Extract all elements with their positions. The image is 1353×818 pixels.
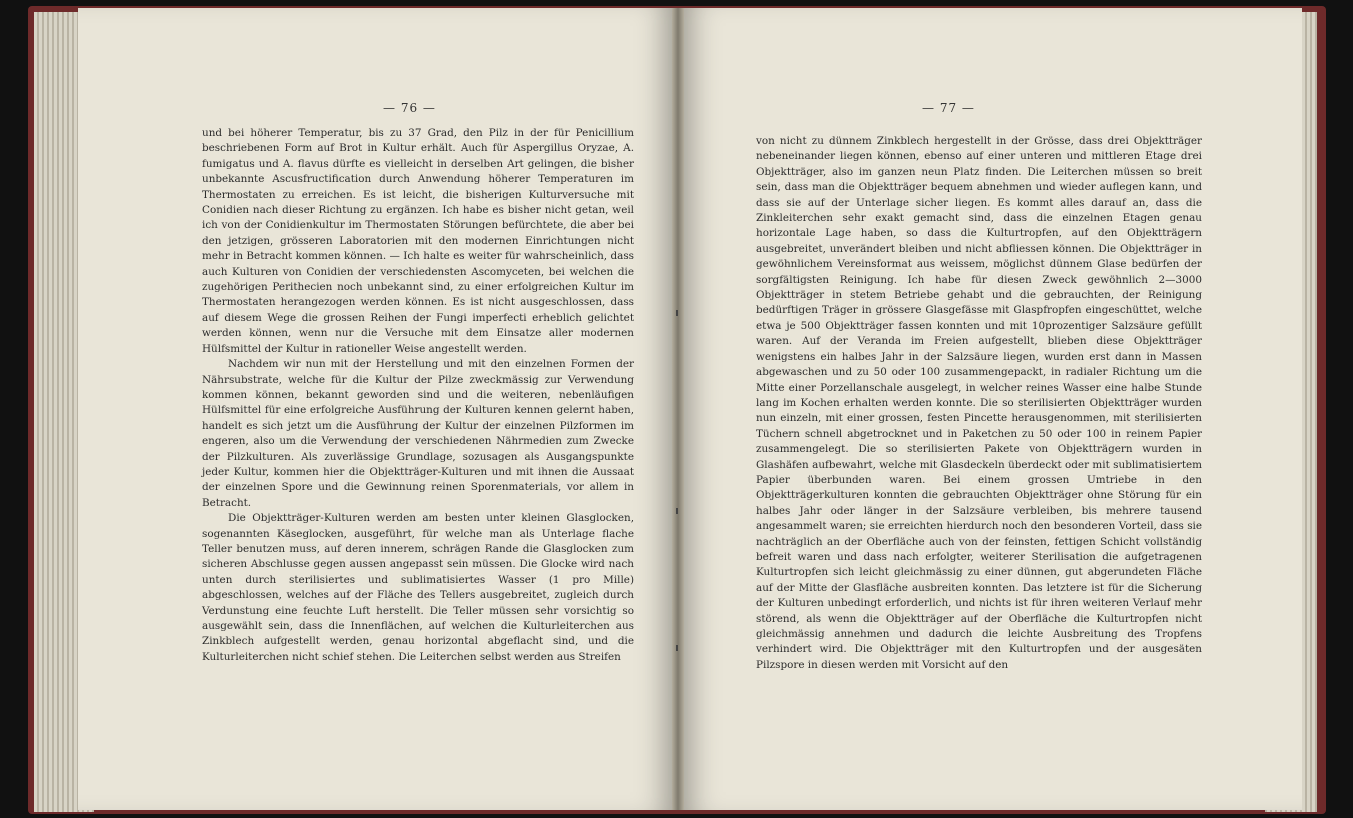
page-number: — 77 — (922, 101, 975, 115)
page-body (756, 134, 1202, 673)
left-page (78, 8, 678, 810)
page-body (202, 126, 634, 665)
paragraph: Die Objektträger-Kulturen werden am besten unter kleinen Glasglocken, sogenannten Käseglocken, ausgeführt, für welche man als Unterlage flache Teller benutzen muss, auf deren innerem, schrägen Rande die Glasglocken zum sicheren Abschlusse gegen aussen angepasst sein müssen. Die Glocke wird nach unten durch sterilisiertes und sublimatisiertes Wasser (1 pro Mille) abgeschlossen, welches auf der Fläche des Tellers ausgebreitet, zugleich durch Verdunstung eine feuchte Luft herstellt. Die Teller müssen sehr vorsichtig so ausgewählt sein, dass die Innenflächen, auf welchen die Kulturleiterchen aus Zinkblech aufgestellt werden, genau horizontal abgeflacht sind, und die Kulturleiterchen nicht schief stehen. Die Leiterchen selbst werden aus Streifen (202, 512, 634, 663)
gutter-mark (676, 508, 678, 514)
page-number: — 76 — (383, 101, 436, 115)
gutter-mark (676, 645, 678, 651)
paragraph: Nachdem wir nun mit der Herstellung und mit den einzelnen Formen der Nährsubstrate, welche für die Kultur der Pilze zweckmässig zur Verwendung kommen können, bekannt geworden sind und die weiteren, nebenläufigen Hülfsmittel für eine erfolgreiche Ausführung der Kulturen kennen gelernt haben, handelt es sich jetzt um die Ausführung der Kultur der einzelnen Pilzformen im engeren, also um die Verwendung der verschiedenen Nährmedien zum Zwecke der Pilzkulturen. Als zuverlässige Grundlage, sozusagen als Ausgangspunkte jeder Kultur, kommen hier die Objektträger-Kulturen und mit ihnen die Aussaat der einzelnen Spore und die Gewinnung reinen Sporenmaterials, vor allem in Betracht. (202, 358, 634, 509)
gutter-mark (676, 310, 678, 316)
book-gutter (672, 8, 684, 810)
paragraph: von nicht zu dünnem Zinkblech hergestellt in der Grösse, dass drei Objektträger nebeneinander liegen können, ebenso auf einer unteren und mittleren Etage drei Objektträger, also im ganzen neun Platz finden. Die Leiterchen müssen so breit sein, dass man die Objektträger bequem abnehmen und wieder auflegen kann, und dass sie auf der Unterlage sicher liegen. Es kommt alles darauf an, dass die Zinkleiterchen sehr exakt gemacht sind, dass die einzelnen Etagen genau horizontale Lage haben, so dass die Kulturtropfen, auf den Objektträgern ausgebreitet, unverändert bleiben und nicht abfliessen können. Die Objektträger in gewöhnlichem Vereinsformat aus weissem, möglichst dünnem Glase bedürfen der sorgfältigsten Reinigung. Ich habe für diesen Zweck gewöhnlich 2—3000 Objektträger in stetem Betriebe gehabt und die gebrauchten, der Reinigung bedürftigen Träger in grössere Glasgefässe mit Glaspfropfen eingeschüttet, welche etwa je 500 Objektträger fassen konnten und mit 10prozentiger Salzsäure gefüllt waren. Auf der Veranda im Freien aufgestellt, blieben diese Objektträger wenigstens ein halbes Jahr in der Salzsäure liegen, wurden erst dann in Massen abgewaschen und zu 50 oder 100 zusammengepackt, in radialer Richtung um die Mitte einer Porzellanschale ausgelegt, in welcher reines Wasser eine halbe Stunde lang im Kochen erhalten werden konnte. Die so sterilisierten Objektträger wurden nun einzeln, mit einer grossen, festen Pincette herausgenommen, mit sterilisierten Tüchern schnell abgetrocknet und in Paketchen zu 50 oder 100 in reinem Papier zusammengelegt. Die so sterilisierten Pakete von Objektträgern wurden in Glashäfen aufbewahrt, welche mit Glasdeckeln überdeckt oder mit sublimatisiertem Papier überbunden waren. Bei einem grossen Umtriebe in den Objektträgerkulturen konnten die gebrauchten Objektträger ohne Störung für ein halbes Jahr oder länger in der Salzsäure verbleiben, bis mehrere tausend angesammelt waren; sie erreichten hierdurch noch den besonderen Vorteil, dass sie nachträglich an der Oberfläche auch von der feinsten, fettigen Schicht vollständig befreit waren und dass nach erfolgter, weiterer Sterilisation die aufgetragenen Kulturtropfen sich leicht gleichmässig zu einer dünnen, gut abgerundeten Fläche auf der Mitte der Glasfläche ausbreiten konnten. Das letztere ist für die Sicherung der Kulturen unbedingt erforderlich, und nichts ist für ihren weiteren Verlauf mehr störend, als wenn die Objektträger auf der Oberfläche die Kulturtropfen nicht gleichmässig annehmen und dadurch die leichte Ausbreitung des Tropfens verhindert wird. Die Objektträger mit den Kulturtropfen und der ausgesäten Pilzspore in diesen werden mit Vorsicht auf den (756, 135, 1202, 671)
right-page (678, 8, 1302, 810)
paragraph: und bei höherer Temperatur, bis zu 37 Grad, den Pilz in der für Penicillium beschriebenen Form auf Brot in Kultur erhält. Auch für Aspergillus Oryzae, A. fumigatus und A. flavus dürfte es vielleicht in derselben Art gelingen, die bisher unbekannte Ascusfructification durch Anwendung höherer Temperaturen im Thermostaten zu erreichen. Es ist leicht, die bisherigen Kulturversuche mit Conidien nach dieser Richtung zu ergänzen. Ich habe es bisher nicht getan, weil ich von der Conidienkultur im Thermostaten Störungen befürchtete, die aber bei den jetzigen, grösseren Laboratorien mit den modernen Einrichtungen nicht mehr in Betracht kommen können. — Ich halte es weiter für wahrscheinlich, dass auch Kulturen von Conidien der verschiedensten Ascomyceten, bei welchen die zugehörigen Perithecien noch unbekannt sind, zu einer erfolgreichen Kultur im Thermostaten herangezogen werden können. Es ist nicht ausgeschlossen, dass auf diesem Wege die grossen Reihen der Fungi imperfecti erheblich gelichtet werden können, wenn nur die Versuche mit dem Einsatze aller modernen Hülfsmittel der Kultur in rationeller Weise angestellt werden. (202, 127, 634, 355)
